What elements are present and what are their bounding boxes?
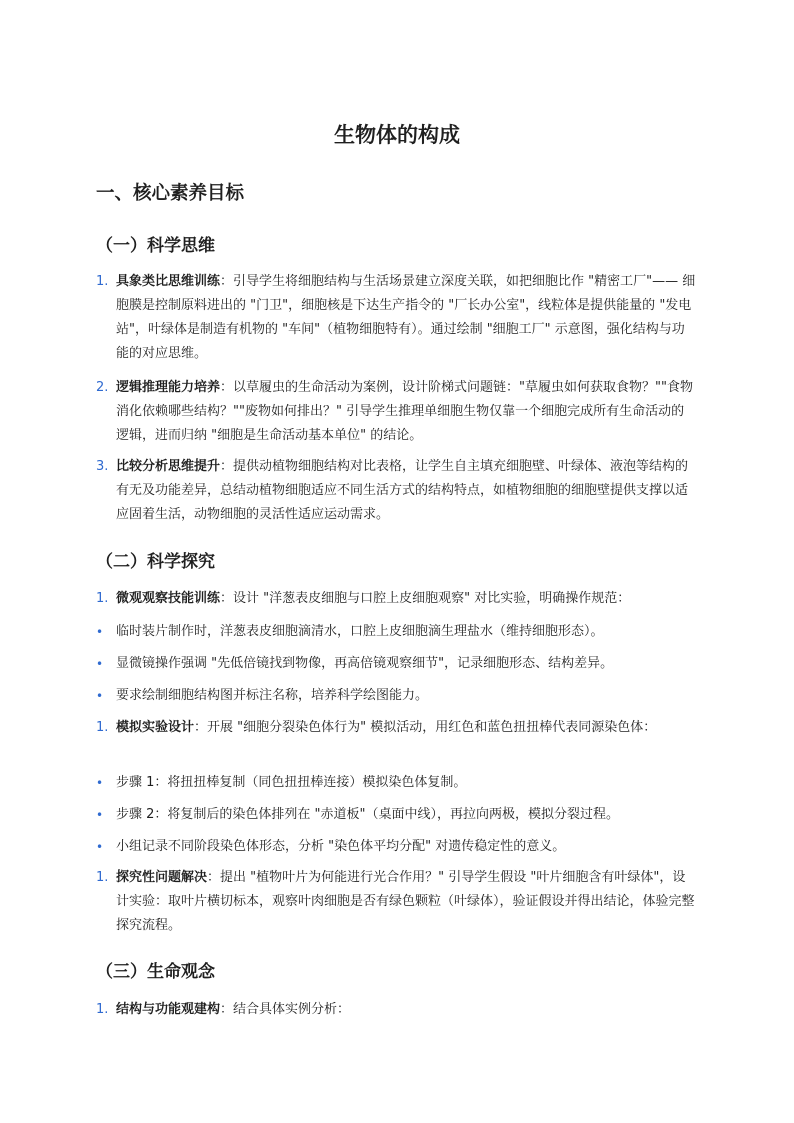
list-item [96,998,696,1022]
item-separator: ： [220,1002,234,1017]
bullet-icon: • [96,625,104,639]
item-text: 显微镜操作强调 "先低倍镜找到物像，再高倍镜观察细节"，记录细胞形态、结构差异。 [116,656,614,671]
list-item [96,587,696,611]
item-text: 设计 "洋葱表皮细胞与口腔上皮细胞观察" 对比实验，明确操作规范： [233,591,631,606]
item-label: 逻辑推理能力培养 [116,380,221,395]
item-text: 要求绘制细胞结构图并标注名称，培养科学绘图能力。 [116,688,429,703]
item-text: 开展 "细胞分裂染色体行为" 模拟活动，用红色和蓝色扭扭棒代表同源染色体： [207,720,657,735]
item-text: 以草履虫的生命活动为案例，设计阶梯式问题链："草履虫如何获取食物？""食物消化依赖哪些结构？""废物如何排出？" 引导学生推理单细胞生物仅靠一个细胞完成所有生命活动的逻辑，进而归纳 "细胞是生命活动基本单位" 的结论。 [116,380,693,443]
list-number: 1. [96,274,109,289]
item-separator: ： [220,591,234,606]
subsection-heading-science-inquiry: （二）科学探究 [96,552,215,572]
item-separator: ： [194,720,208,735]
list-item [96,803,696,827]
item-text: 临时装片制作时，洋葱表皮细胞滴清水，口腔上皮细胞滴生理盐水（维持细胞形态）。 [116,624,604,639]
item-separator: ： [220,380,234,395]
item-label: 比较分析思维提升 [116,459,221,474]
list-number: 3. [96,459,109,474]
item-text: 提供动植物细胞结构对比表格，让学生自主填充细胞壁、叶绿体、液泡等结构的有无及功能差异，总结动植物细胞适应不同生活方式的结构特点，如植物细胞的细胞壁提供支撑以适应固着生活，动物细胞的灵活性适应运动需求。 [116,459,689,522]
bullet-icon: • [96,657,104,671]
list-item [96,652,696,676]
item-label: 具象类比思维训练 [116,274,221,289]
list-item [96,835,696,859]
subsection-heading-science-thinking: （一）科学思维 [96,236,215,256]
item-label: 微观观察技能训练 [116,591,221,606]
item-text: 步骤 2：将复制后的染色体排列在 "赤道板"（桌面中线），再拉向两极，模拟分裂过程。 [116,807,619,822]
item-label: 结构与功能观建构 [116,1002,221,1017]
item-text: 引导学生将细胞结构与生活场景建立深度关联，如把细胞比作 "精密工厂"—— 细胞膜是控制原料进出的 "门卫"，细胞核是下达生产指令的 "厂长办公室"，线粒体是提供能量的 "发电站"，叶绿体是制造有机物的 "车间"（植物细胞特有）。通过绘制 "细胞工厂" 示意图，强化结构与功能的对应思维。 [116,274,696,361]
list-item [96,620,696,644]
bullet-icon: • [96,808,104,822]
list-item [96,866,696,938]
list-item [96,376,696,448]
item-separator: ： [220,274,234,289]
item-label: 探究性问题解决 [116,870,208,885]
list-number: 1. [96,1002,109,1017]
list-item [96,684,696,708]
list-number: 1. [96,591,109,606]
list-item [96,716,696,740]
list-number: 2. [96,380,109,395]
item-label: 模拟实验设计 [116,720,195,735]
bullet-icon: • [96,776,104,790]
section-heading-core-goals: 一、核心素养目标 [96,183,245,204]
list-item [96,455,696,527]
subsection-heading-life-concepts: （三）生命观念 [96,962,215,982]
list-item [96,270,696,366]
list-number: 1. [96,720,109,735]
bullet-icon: • [96,689,104,703]
list-number: 1. [96,870,109,885]
bullet-icon: • [96,840,104,854]
item-text: 步骤 1：将扭扭棒复制（同色扭扭棒连接）模拟染色体复制。 [116,775,467,790]
item-text: 提出 "植物叶片为何能进行光合作用？" 引导学生假设 "叶片细胞含有叶绿体"，设计实验：取叶片横切标本，观察叶肉细胞是否有绿色颗粒（叶绿体），验证假设并得出结论，体验完整探究流程。 [116,870,695,933]
item-separator: ： [220,459,234,474]
document-title: 生物体的构成 [334,123,460,147]
item-text: 结合具体实例分析： [233,1002,351,1017]
item-text: 小组记录不同阶段染色体形态，分析 "染色体平均分配" 对遗传稳定性的意义。 [116,839,566,854]
list-item [96,771,696,795]
item-separator: ： [207,870,221,885]
